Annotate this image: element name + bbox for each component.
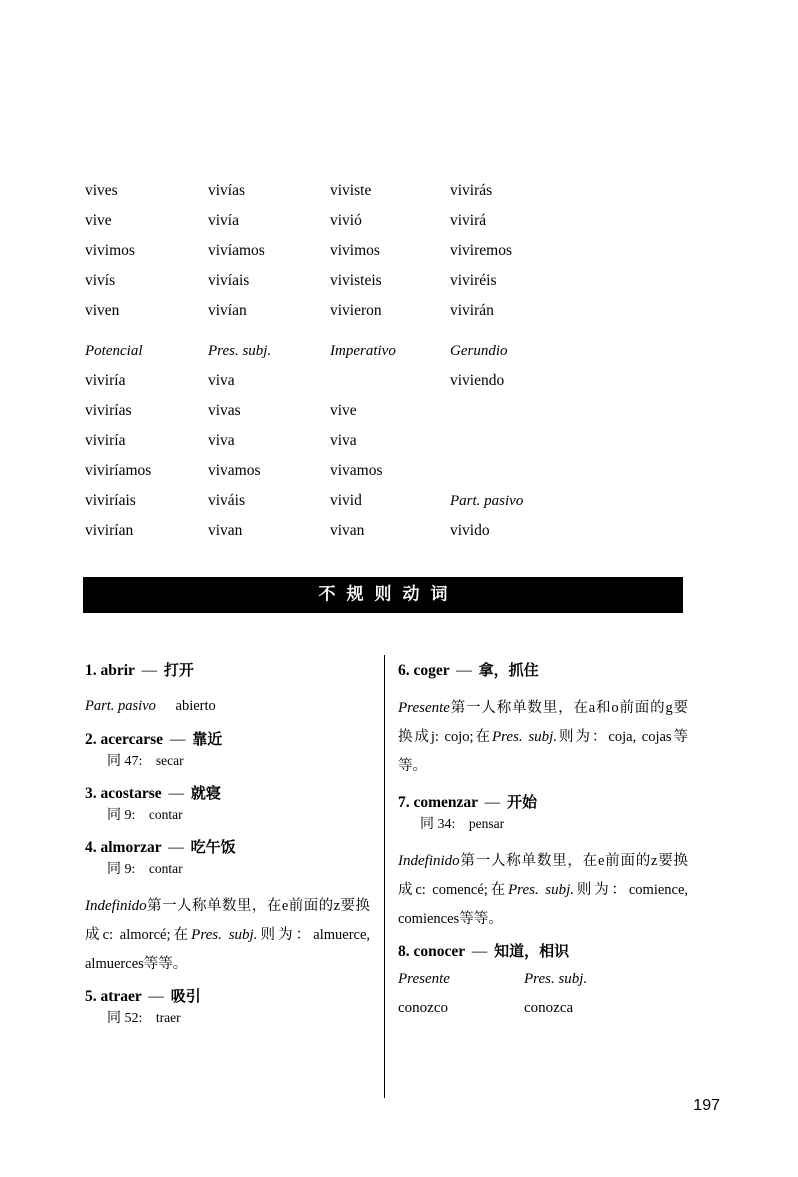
ref-number: 47: xyxy=(124,754,143,769)
conj-form: vivan xyxy=(330,522,365,539)
note-seg: 等等。 xyxy=(143,956,188,972)
table-row xyxy=(85,182,705,212)
note-tag-indefinido: Indefinido xyxy=(85,898,147,914)
note-latin: e xyxy=(281,898,289,914)
note-latin: g xyxy=(665,700,673,716)
entry-number: 6. xyxy=(398,662,410,679)
entry-gloss: 吃午饭 xyxy=(190,838,236,856)
verb-entry-3-title xyxy=(85,782,370,805)
column-header-part-pasivo: Part. pasivo xyxy=(450,493,524,509)
note-seg: 则为： xyxy=(257,927,314,943)
verb-entry-8-title xyxy=(398,940,688,963)
verb-entry-2-reference xyxy=(107,751,370,772)
note-tag-indefinido: Indefinido xyxy=(398,853,460,869)
conj-form: vivió xyxy=(330,212,362,229)
note-latin: z xyxy=(333,898,341,914)
em-dash: — xyxy=(169,731,186,748)
conj-form: vivíamos xyxy=(208,242,265,259)
table-header-row xyxy=(85,342,705,372)
column-divider xyxy=(384,655,385,1098)
verb-entry-1-part-pasivo xyxy=(85,696,370,716)
conj-form: viviréis xyxy=(450,272,497,289)
ref-verb: secar xyxy=(155,753,184,768)
conj-form: vivía xyxy=(208,212,239,229)
verb-list-right-column xyxy=(398,659,688,1023)
table-row xyxy=(85,242,705,272)
em-dash: — xyxy=(148,988,164,1005)
conj-form: vivamos xyxy=(330,462,383,479)
conj-form: viviría xyxy=(85,372,126,389)
entry-gloss: 就寝 xyxy=(190,784,221,802)
entry-verb: comenzar xyxy=(413,794,478,811)
conj-form: viviríamos xyxy=(85,462,152,479)
note-latin: e xyxy=(597,853,605,869)
table-row xyxy=(85,522,705,552)
note-seg: 则为： xyxy=(574,882,629,898)
entry-verb: almorzar xyxy=(100,839,162,856)
note-latin: z xyxy=(651,853,658,869)
verb-list-left-column xyxy=(85,659,370,1029)
table-row xyxy=(85,432,705,462)
note-tag-pres-subj: Pres. subj. xyxy=(191,927,258,943)
conj-form: viven xyxy=(85,302,120,319)
entry-number: 8. xyxy=(398,943,410,960)
note-seg: 前面的 xyxy=(604,853,652,869)
em-dash: — xyxy=(168,785,184,802)
section-banner-irregular-verbs xyxy=(83,577,683,613)
note-almorzar xyxy=(85,892,370,979)
conj-form: viviste xyxy=(330,182,372,199)
entry-number: 3. xyxy=(85,785,97,802)
ref-number: 9: xyxy=(124,808,136,823)
note-seg: 前面的 xyxy=(288,898,334,914)
ref-prefix: 同 xyxy=(420,816,434,832)
conocer-presente-column xyxy=(398,965,524,1023)
entry-gloss: 知道，相识 xyxy=(494,942,570,960)
table-row xyxy=(85,402,705,432)
entry-gloss: 靠近 xyxy=(192,730,223,748)
part-pasivo-label: Part. pasivo xyxy=(85,698,156,714)
conjugation-table-indicative xyxy=(85,182,705,332)
ref-number: 34: xyxy=(437,817,456,832)
column-header-pres-subj: Pres. subj. xyxy=(208,343,272,359)
entry-gloss: 拿，抓住 xyxy=(478,661,539,679)
em-dash: — xyxy=(168,839,184,856)
column-header-potencial: Potencial xyxy=(85,343,143,359)
conj-form: vivid xyxy=(330,492,362,509)
conjugation-table-other-moods xyxy=(85,342,705,552)
table-row xyxy=(85,302,705,332)
conj-form: viva xyxy=(208,432,235,449)
note-seg: 第一人称单数里，在 xyxy=(146,898,282,914)
entry-gloss: 打开 xyxy=(163,661,194,679)
entry-number: 4. xyxy=(85,839,97,856)
em-dash: — xyxy=(456,662,472,679)
note-seg: 第一人称单数里，在 xyxy=(459,853,598,869)
note-comenzar xyxy=(398,847,688,934)
entry-verb: acostarse xyxy=(100,785,162,802)
note-seg: 第一人称单数里，在 xyxy=(449,700,589,716)
conj-form: vivimos xyxy=(330,242,380,259)
entry-verb: acercarse xyxy=(100,731,164,748)
note-seg: 前面的 xyxy=(618,700,666,716)
note-seg: 等等。 xyxy=(459,911,503,927)
conj-form: vivisteis xyxy=(330,272,382,289)
entry-gloss: 吸引 xyxy=(170,987,201,1005)
conj-form: vivieron xyxy=(330,302,382,319)
verb-entry-3-reference xyxy=(107,805,370,826)
verb-entry-6-title xyxy=(398,659,688,682)
note-seg: 则为： xyxy=(557,729,609,745)
conj-form: viva xyxy=(208,372,235,389)
conj-form: vivías xyxy=(208,182,246,199)
section-banner-title: 不规则动词 xyxy=(318,584,459,605)
verb-entry-5-reference xyxy=(107,1008,370,1029)
conj-form: vive xyxy=(330,402,357,419)
verb-entry-2-title xyxy=(85,728,370,751)
ref-prefix: 同 xyxy=(107,1010,121,1026)
column-header-imperativo: Imperativo xyxy=(330,343,396,359)
conj-form: vive xyxy=(85,212,112,229)
table-row xyxy=(85,462,705,492)
em-dash: — xyxy=(141,662,158,679)
conj-form: viviríais xyxy=(85,492,136,509)
note-seg: 要换成 xyxy=(85,898,371,943)
conj-form: viviendo xyxy=(450,372,505,389)
entry-verb: coger xyxy=(413,662,450,679)
em-dash: — xyxy=(471,943,488,960)
conj-form: conozca xyxy=(524,1000,574,1016)
note-tag-pres-subj: Pres. subj. xyxy=(508,882,575,898)
note-latin: comience, comiences xyxy=(398,882,689,927)
verb-entry-5-title xyxy=(85,985,370,1008)
note-latin: c: almorcé; xyxy=(102,927,171,943)
ref-number: 9: xyxy=(124,862,136,877)
conj-form: vives xyxy=(85,182,118,199)
ref-prefix: 同 xyxy=(107,861,121,877)
conj-form: vivirá xyxy=(450,212,487,229)
conj-form: viviría xyxy=(85,432,126,449)
note-coger xyxy=(398,694,688,781)
note-seg: 在 xyxy=(487,882,508,898)
conj-form: viváis xyxy=(208,492,246,509)
table-row xyxy=(85,492,705,522)
note-latin: a xyxy=(588,700,596,716)
verb-entry-4-reference xyxy=(107,859,370,880)
entry-verb: conocer xyxy=(413,943,465,960)
note-seg: 要换成 xyxy=(398,853,689,898)
entry-number: 2. xyxy=(85,731,97,748)
note-tag-pres-subj: Pres. subj. xyxy=(491,729,558,745)
note-seg: 要换成 xyxy=(398,700,689,745)
verb-entry-4-title xyxy=(85,836,370,859)
column-header-gerundio: Gerundio xyxy=(450,343,508,359)
conocer-pres-subj-column xyxy=(524,965,650,1023)
conj-form: vivido xyxy=(450,522,490,539)
conj-form: vivíais xyxy=(208,272,250,289)
conj-form: vivirías xyxy=(85,402,132,419)
ref-prefix: 同 xyxy=(107,807,121,823)
note-latin: c: comencé; xyxy=(415,882,488,898)
conj-form: vivirían xyxy=(85,522,134,539)
column-header-pres-subj: Pres. subj. xyxy=(524,971,588,987)
conj-form: vivirás xyxy=(450,182,493,199)
ref-verb: contar xyxy=(148,807,183,822)
ref-prefix: 同 xyxy=(107,753,121,769)
verb-entry-7-reference xyxy=(420,814,688,835)
conj-form: vivís xyxy=(85,272,116,289)
conj-form: viva xyxy=(330,432,357,449)
em-dash: — xyxy=(484,794,501,811)
conj-form: conozco xyxy=(398,1000,448,1016)
ref-verb: traer xyxy=(155,1010,181,1025)
part-pasivo-value: abierto xyxy=(175,698,216,714)
note-seg: 在 xyxy=(170,927,192,943)
entry-number: 7. xyxy=(398,794,410,811)
entry-verb: abrir xyxy=(100,662,135,679)
entry-number: 5. xyxy=(85,988,97,1005)
conj-form: vivas xyxy=(208,402,241,419)
note-tag-presente: Presente xyxy=(398,700,450,716)
conj-form: vivamos xyxy=(208,462,261,479)
table-row xyxy=(85,272,705,302)
conocer-conjugation-table xyxy=(398,965,688,1023)
entry-number: 1. xyxy=(85,662,97,679)
entry-gloss: 开始 xyxy=(507,793,538,811)
note-seg: 在 xyxy=(473,729,492,745)
note-latin: j: cojo; xyxy=(430,729,474,745)
note-seg: 和 xyxy=(595,700,612,716)
note-seg: 等等。 xyxy=(398,729,689,774)
page-number: 197 xyxy=(693,1097,720,1114)
conj-form: vivimos xyxy=(85,242,135,259)
table-row xyxy=(85,212,705,242)
conj-form: vivan xyxy=(208,522,243,539)
table-row xyxy=(85,372,705,402)
verb-entry-1-title xyxy=(85,659,370,682)
conj-form: viviremos xyxy=(450,242,512,259)
ref-number: 52: xyxy=(124,1011,143,1026)
note-latin: o xyxy=(611,700,619,716)
ref-verb: contar xyxy=(148,861,183,876)
note-latin: coja, cojas xyxy=(608,729,672,745)
column-header-presente: Presente xyxy=(398,971,450,987)
ref-verb: pensar xyxy=(468,816,505,831)
note-latin: almuerce, almuerces xyxy=(85,927,371,972)
conj-form: vivirán xyxy=(450,302,494,319)
conj-form: vivían xyxy=(208,302,247,319)
verb-entry-7-title xyxy=(398,791,688,814)
entry-verb: atraer xyxy=(100,988,142,1005)
